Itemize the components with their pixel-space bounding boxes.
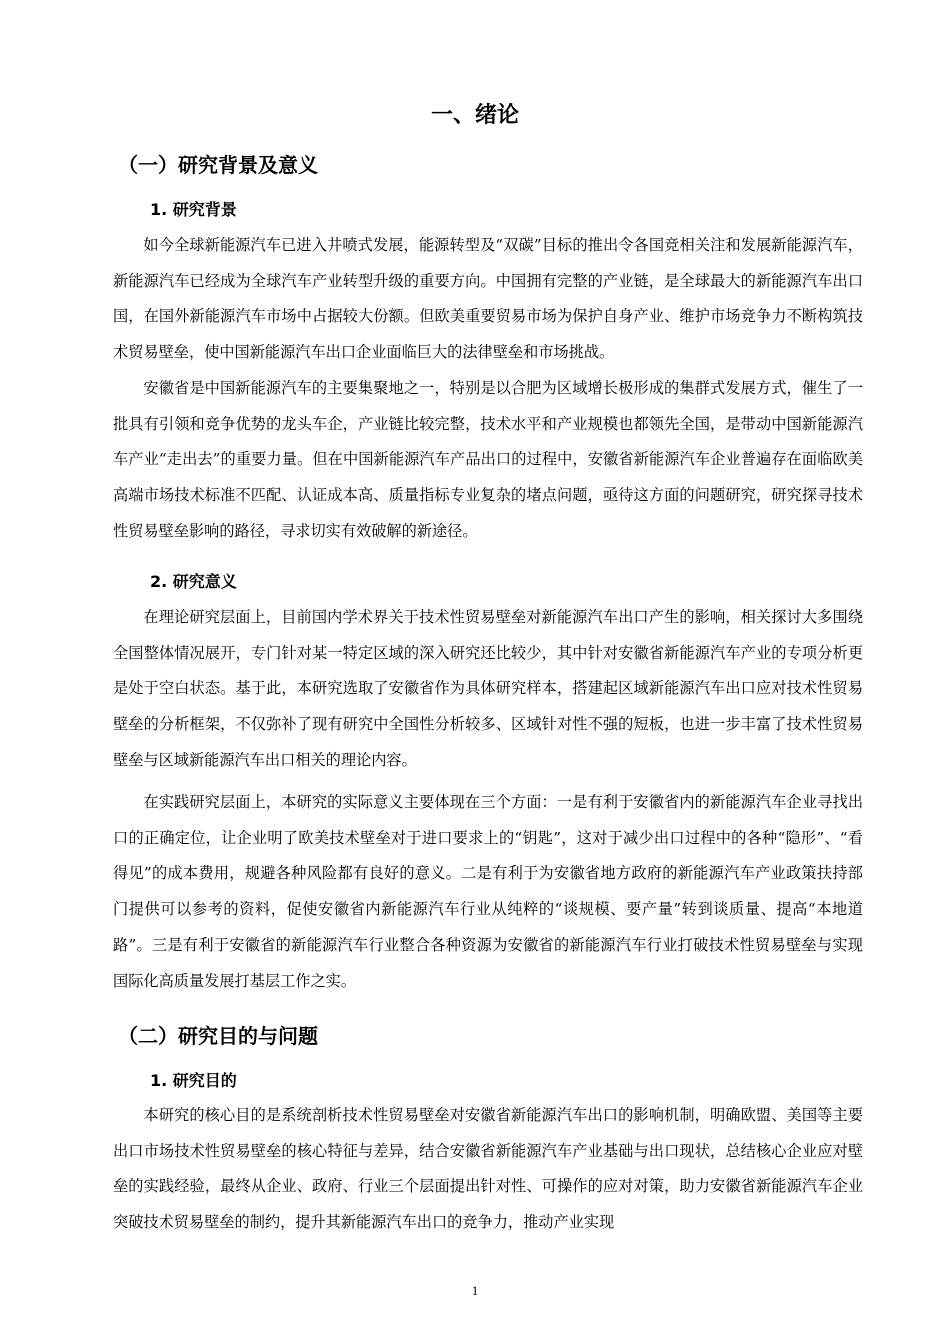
section-heading-purpose: （二）研究目的与问题: [118, 1024, 318, 1048]
chapter-title: 一、绪论: [430, 103, 519, 128]
paragraph-purpose-1: 本研究的核心目的是系统剖析技术性贸易壁垒对安徽省新能源汽车出口的影响机制，明确欧盟、美国等主要出口市场技术性贸易壁垒的核心特征与差异，结合安徽省新能源汽车产业基础与出口现状，总结核心企业应对壁垒的实践经验，最终从企业、政府、行业三个层面提出针对性、可操作的应对对策，助力安徽省新能源汽车企业突破技术贸易壁垒的制约，提升其新能源汽车出口的竞争力，推动产业实现: [113, 1106, 863, 1232]
subsection-heading-research-purpose: 1. 研究目的: [150, 1071, 237, 1090]
paragraph-significance-2: 在实践研究层面上，本研究的实际意义主要体现在三个方面：一是有利于安徽省内的新能源汽车企业寻找出口的正确定位，让企业明了欧美技术壁垒对于进口要求上的“钥匙”，这对于减少出口过程中的各种“隐形”、“看得见”的成本费用，规避各种风险都有良好的意义。二是有利于为安徽省地方政府的新能源汽车产业政策扶持部门提供可以参考的资料，促使安徽省内新能源汽车行业从纯粹的“谈规模、要产量”转到谈质量、提高“本地道路”。三是有利于安徽省的新能源汽车行业整合各种资源为安徽省的新能源汽车行业打破技术性贸易壁垒与实现国际化高质量发展打基层工作之实。: [113, 793, 863, 990]
page-number: 1: [471, 1283, 479, 1298]
paragraph-significance-1: 在理论研究层面上，目前国内学术界关于技术性贸易壁垒对新能源汽车出口产生的影响，相关探讨大多围绕全国整体情况展开，专门针对某一特定区域的深入研究还比较少，其中针对安徽省新能源汽车产业的专项分析更是处于空白状态。基于此，本研究选取了安徽省作为具体研究样本，搭建起区域新能源汽车出口应对技术性贸易壁垒的分析框架，不仅弥补了现有研究中全国性分析较多、区域针对性不强的短板，也进一步丰富了技术性贸易壁垒与区域新能源汽车出口相关的理论内容。: [113, 608, 863, 769]
subsection-heading-research-background: 1. 研究背景: [150, 200, 237, 219]
subsection-heading-research-significance: 2. 研究意义: [150, 572, 237, 591]
paragraph-background-1: 如今全球新能源汽车已进入井喷式发展，能源转型及“双碳”目标的推出令各国竞相关注和发展新能源汽车，新能源汽车已经成为全球汽车产业转型升级的重要方向。中国拥有完整的产业链，是全球最大的新能源汽车出口国，在国外新能源汽车市场中占据较大份额。但欧美重要贸易市场为保护自身产业、维护市场竞争力不断构筑技术贸易壁垒，使中国新能源汽车出口企业面临巨大的法律壁垒和市场挑战。: [113, 236, 863, 362]
section-heading-background: （一）研究背景及意义: [118, 153, 318, 177]
paragraph-background-2: 安徽省是中国新能源汽车的主要集聚地之一，特别是以合肥为区域增长极形成的集群式发展方式，催生了一批具有引领和竞争优势的龙头车企，产业链比较完整，技术水平和产业规模也都领先全国，是带动中国新能源汽车产业“走出去”的重要力量。但在中国新能源汽车产品出口的过程中，安徽省新能源汽车企业普遍存在面临欧美高端市场技术标准不匹配、认证成本高、质量指标专业复杂的堵点问题，亟待这方面的问题研究，研究探寻技术性贸易壁垒影响的路径，寻求切实有效破解的新途径。: [113, 379, 863, 540]
